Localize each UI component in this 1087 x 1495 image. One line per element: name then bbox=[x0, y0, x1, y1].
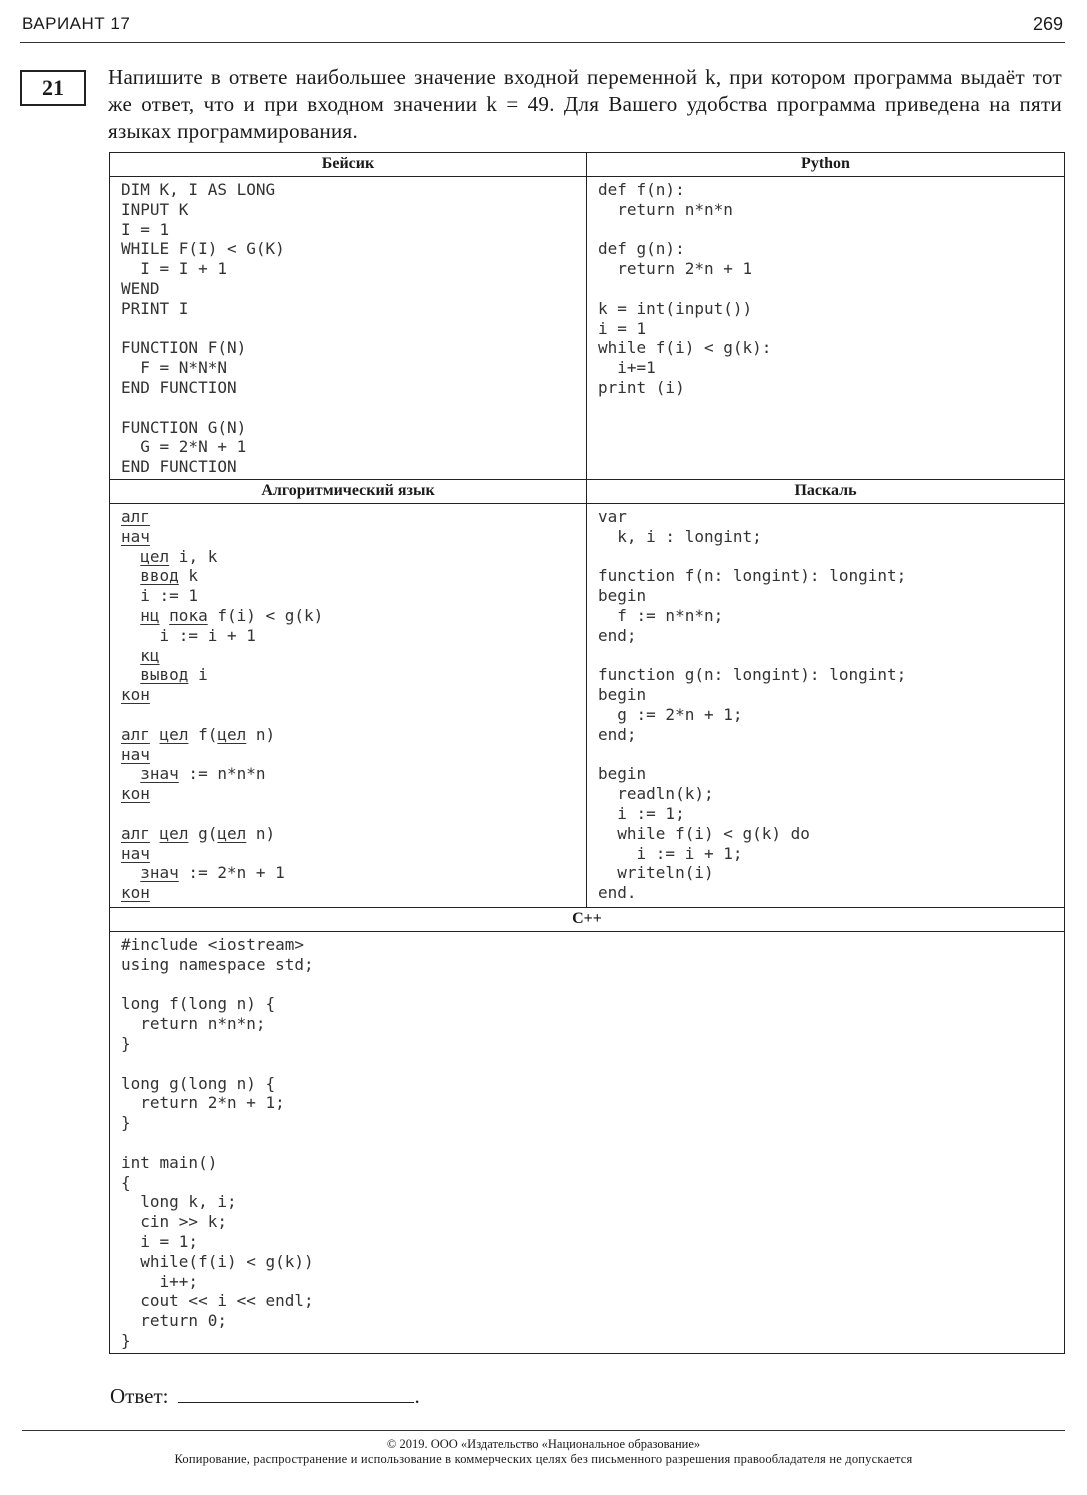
page-number: 269 bbox=[1032, 14, 1063, 34]
header-divider bbox=[20, 42, 1065, 43]
cell-algorithmic bbox=[110, 503, 587, 907]
cell-pascal bbox=[587, 503, 1065, 907]
answer-label: Ответ: bbox=[110, 1384, 169, 1408]
footer-copyright: © 2019. ООО «Издательство «Национальное образование» bbox=[386, 1437, 701, 1451]
header-python: Python bbox=[587, 153, 1065, 177]
code-table bbox=[109, 152, 1065, 1354]
answer-period: . bbox=[414, 1384, 420, 1408]
footer-notice: Копирование, распространение и использование в коммерческих целях без письменного разрешения правообладателя не допускается bbox=[174, 1452, 913, 1466]
code-pascal: var k, i : longint; function f(n: longint): longint; begin f := n*n*n; end; function g(n: longint): longint; begin g := 2*n + 1; end; begin readln(k); i := 1; while f(i) < g(k) do i := i + 1; writeln(i) end. bbox=[598, 506, 907, 903]
variant-title: ВАРИАНТ 17 bbox=[22, 14, 131, 33]
code-cpp: #include <iostream> using namespace std; long f(long n) { return n*n*n; } long g(long n) { return 2*n + 1; } int main() { long k, i; cin >> k; i = 1; while(f(i) < g(k)) i++; cout << i << endl; return 0; } bbox=[121, 934, 314, 1350]
task-statement: Напишите в ответе наибольшее значение входной переменной k, при котором программа выдаёт тот же ответ, что и при входном значении k = 49. Для Вашего удобства программа приведена на пяти языках программирования. bbox=[108, 65, 1062, 143]
answer-row bbox=[110, 1384, 420, 1409]
header-basic: Бейсик bbox=[110, 153, 587, 177]
code-python: def f(n): return n*n*n def g(n): return 2*n + 1 k = int(input()) i = 1 while f(i) < g(k): i+=1 print (i) bbox=[598, 180, 772, 397]
task-number-box: 21 bbox=[20, 70, 86, 106]
cell-python bbox=[587, 177, 1065, 480]
cell-cpp bbox=[110, 931, 1065, 1353]
code-basic: DIM K, I AS LONG INPUT K I = 1 WHILE F(I) < G(K) I = I + 1 WEND PRINT I FUNCTION F(N) F = N*N*N END FUNCTION FUNCTION G(N) G = 2*N + 1 END FUNCTION bbox=[121, 180, 285, 477]
header-algorithmic: Алгоритмический язык bbox=[110, 479, 587, 503]
code-algorithmic: алг нач цел i, k ввод k i := 1 нц пока f(i) < g(k) i := i + 1 кц вывод i кон алг цел f(цел n) нач знач := n*n*n кон алг цел g(цел n) нач знач := 2*n + 1 кон bbox=[121, 506, 324, 903]
footer-divider bbox=[22, 1430, 1065, 1431]
header-cpp: C++ bbox=[110, 907, 1065, 931]
header-pascal: Паскаль bbox=[587, 479, 1065, 503]
cell-basic bbox=[110, 177, 587, 480]
answer-field[interactable] bbox=[178, 1384, 414, 1403]
